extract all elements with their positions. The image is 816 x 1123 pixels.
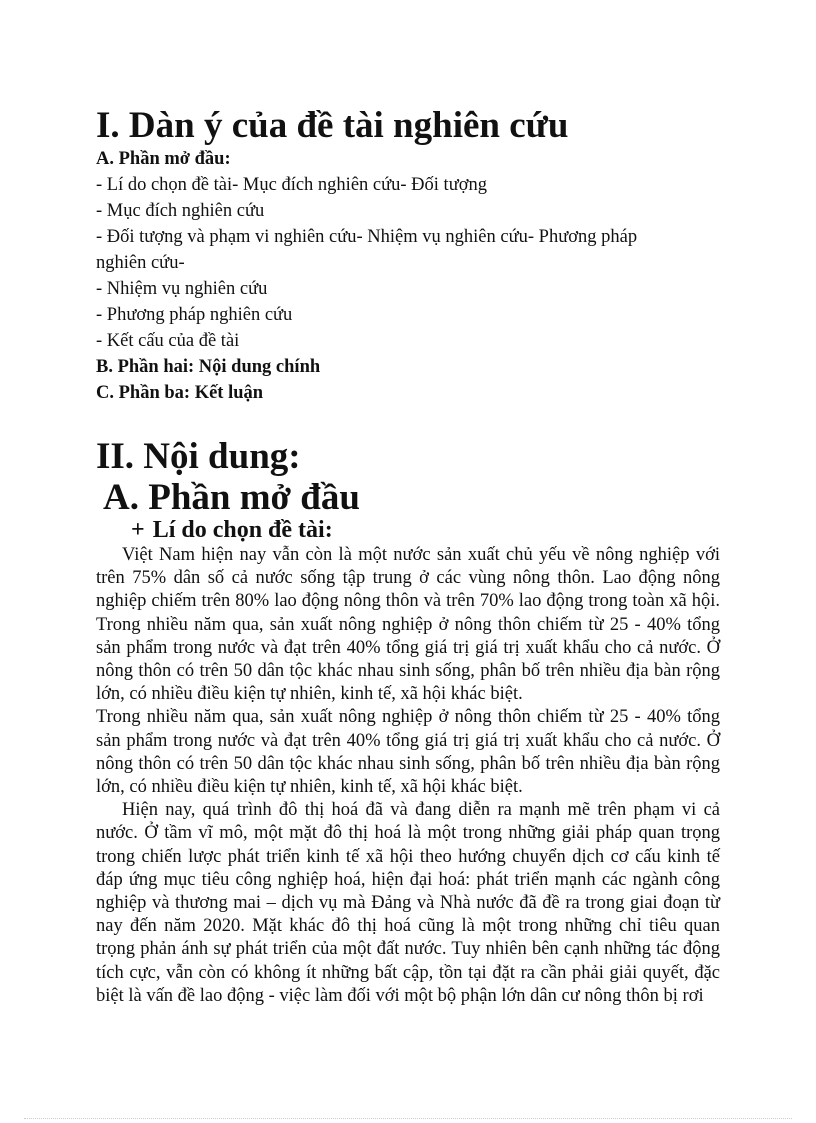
outline-item: nghiên cứu- bbox=[96, 253, 185, 273]
paragraph: Việt Nam hiện nay vẫn còn là một nước sản xuất chủ yếu về nông nghiệp với trên 75% dân số cả nước sống tập trung ở các vùng nông thôn. Lao động nông nghiệp chiếm trên 80% lao động nông thôn và trên 70% lao động trong toàn xã hội. Trong nhiều năm qua, sản xuất nông nghiệp ở nông thôn chiếm từ 25 - 40% tổng sản phẩm trong nước và đạt trên 40% tổng giá trị giá trị xuất khẩu cho cả nước. Ở nông thôn có trên 50 dân tộc khác nhau sinh sống, phân bố trên nhiều địa bàn rộng lớn, có nhiều điều kiện tự nhiên, kinh tế, xã hội khác biệt. bbox=[96, 545, 720, 705]
subheading bbox=[131, 515, 333, 545]
outline-heading: I. Dàn ý của đề tài nghiên cứu bbox=[96, 105, 569, 146]
plus-icon: + bbox=[131, 517, 145, 543]
body-text bbox=[96, 544, 720, 1008]
outline-section bbox=[96, 146, 736, 406]
outline-item: - Nhiệm vụ nghiên cứu bbox=[96, 279, 268, 299]
outline-part-c: C. Phần ba: Kết luận bbox=[96, 383, 264, 403]
outline-part-b: B. Phần hai: Nội dung chính bbox=[96, 357, 321, 377]
paragraph: Trong nhiều năm qua, sản xuất nông nghiệp ở nông thôn chiếm từ 25 - 40% tổng sản phẩm trong nước và đạt trên 40% tổng giá trị giá trị xuất khẩu cho cả nước. Ở nông thôn có trên 50 dân tộc khác nhau sinh sống, phân bố trên nhiều địa bàn rộng lớn, có nhiều điều kiện tự nhiên, kinh tế, xã hội khác biệt. bbox=[96, 707, 720, 798]
subheading-text: Lí do chọn đề tài: bbox=[152, 517, 333, 543]
outline-item: - Mục đích nghiên cứu bbox=[96, 201, 265, 221]
outline-part-a: A. Phần mở đầu: bbox=[96, 149, 231, 169]
outline-item: - Đối tượng và phạm vi nghiên cứu- Nhiệm vụ nghiên cứu- Phương pháp bbox=[96, 227, 638, 247]
outline-item: - Lí do chọn đề tài- Mục đích nghiên cứu- Đối tượng bbox=[96, 175, 488, 195]
section-a-heading: A. Phần mở đầu bbox=[103, 477, 360, 518]
outline-item: - Kết cấu của đề tài bbox=[96, 331, 240, 351]
content-heading: II. Nội dung: bbox=[96, 436, 301, 477]
page-bottom-divider bbox=[24, 1118, 792, 1119]
paragraph: Hiện nay, quá trình đô thị hoá đã và đang diễn ra mạnh mẽ trên phạm vi cả nước. Ở tầm vĩ mô, một mặt đô thị hoá là một trong những giải pháp quan trọng trong chiến lược phát triển kinh tế xã hội theo hướng chuyển dịch cơ cấu kinh tế đáp ứng mục tiêu công nghiệp hoá, hiện đại hoá: phát triển mạnh các ngành công nghiệp và thương mai – dịch vụ mà Đảng và Nhà nước đã đề ra trong giai đoạn từ nay đến năm 2020. Mặt khác đô thị hoá cũng là một trong những chỉ tiêu quan trọng phản ánh sự phát triển của một đất nước. Tuy nhiên bên cạnh những tác động tích cực, vẫn còn có không ít những bất cập, tồn tại đặt ra cần phải giải quyết, đặc biệt là vấn đề lao động - việc làm đối với một bộ phận lớn dân cư nông thôn bị rơi bbox=[96, 800, 720, 1006]
outline-item: - Phương pháp nghiên cứu bbox=[96, 305, 293, 325]
